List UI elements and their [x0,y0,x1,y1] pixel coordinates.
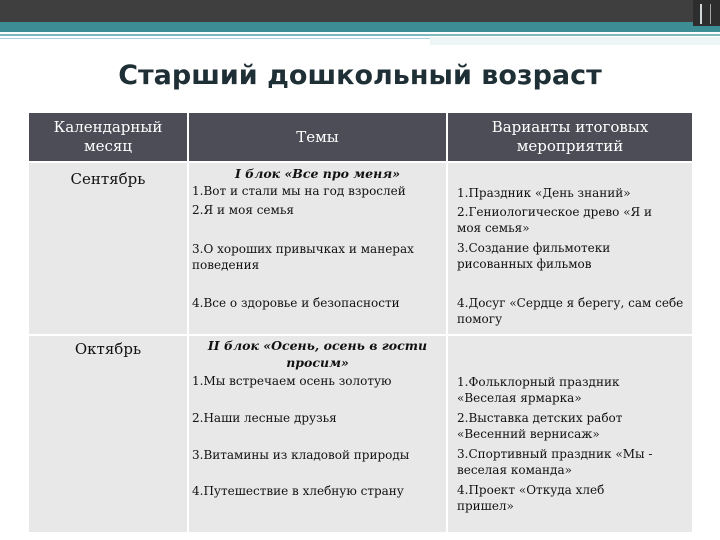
event-item: 4.Проект «Откуда хлеб пришел» [457,483,605,513]
corner-decoration [693,0,720,26]
top-banner-teal [0,22,720,32]
header-themes: Темы [189,113,446,161]
event-item: 1.Фольклорный праздник «Веселая ярмарка» [457,375,620,405]
top-banner-line [0,34,720,36]
month-label: Октябрь [74,340,142,358]
theme-item: 3.О хороших привычках и манерах поведения [192,242,414,272]
event-item: 3.Спортивный праздник «Мы - веселая команда» [457,447,653,477]
theme-item: 4.Путешествие в хлебную страну [192,484,404,498]
event-item: 2.Выставка детских работ «Весенний вернисаж» [457,411,623,441]
corner-stripe [700,4,702,24]
theme-item: 3.Витамины из кладовой природы [192,448,410,462]
theme-item: 2.Я и моя семья [192,203,294,217]
theme-item: 4.Все о здоровье и безопасности [192,296,400,310]
theme-item: 1.Мы встречаем осень золотую [192,374,392,388]
cell-month-oct [29,336,187,532]
block-heading: II блок «Осень, осень в гости просим» [207,338,428,370]
header-events: Варианты итоговых мероприятий [448,113,692,161]
top-banner-pale-block [430,37,720,45]
event-item: 3.Создание фильмотеки рисованных фильмов [457,241,611,271]
event-item: 1.Праздник «День знаний» [457,186,631,200]
corner-stripe-thin [710,4,711,24]
block-heading: I блок «Все про меня» [234,166,401,181]
top-banner-dark [0,0,720,22]
theme-item: 1.Вот и стали мы на год взрослей [192,184,406,198]
theme-item: 2.Наши лесные друзья [192,411,337,425]
event-item: 2.Гениологическое древо «Я и моя семья» [457,205,653,235]
cell-month-sep [29,163,187,334]
month-label: Сентябрь [70,170,146,188]
header-month: Календарный месяц [29,113,187,161]
event-item: 4.Досуг «Сердце я берегу, сам себе помогу [457,296,684,326]
page-title: Старший дошкольный возраст [118,60,602,91]
